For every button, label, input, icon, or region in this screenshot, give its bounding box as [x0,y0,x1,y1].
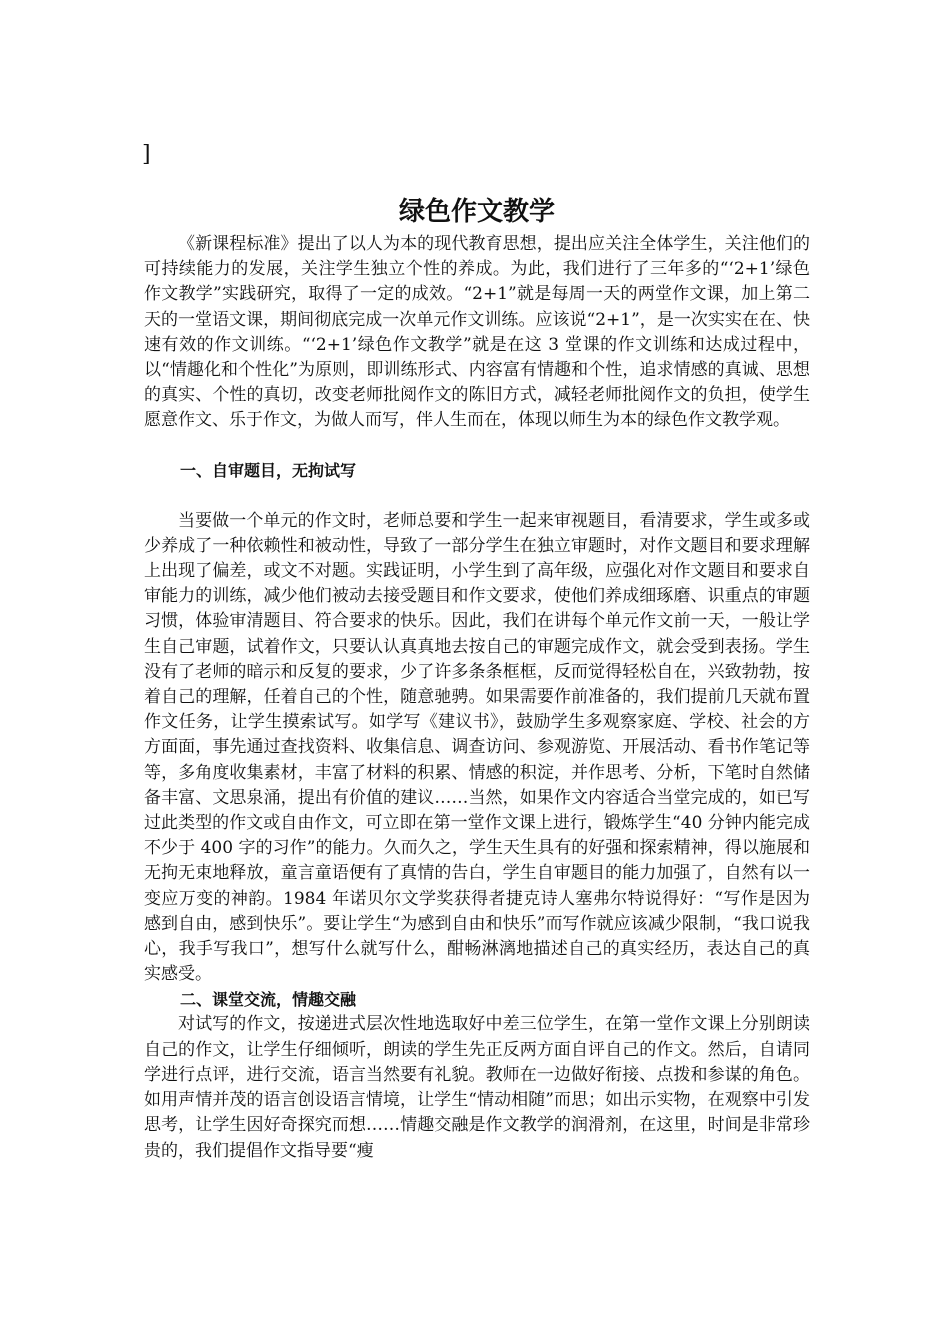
document-page [144,140,810,1164]
section-heading-1: 一、自审题目，无拘试写 [180,460,357,480]
section-2-paragraph: 对试写的作文，按递进式层次性地选取好中差三位学生，在第一堂作文课上分别朗读自己的作文，让学生仔细倾听，朗读的学生先正反两方面自评自己的作文。然后，自请同学进行点评，进行交流，语言当然要有礼貌。教师在一边做好衔接、点拨和参谋的角色。如用声情并茂的语言创设语言情境，让学生“情动相随”而思；如出示实物，在观察中引发思考，让学生因好奇探究而想……情趣交融是作文教学的润滑剂，在这里，时间是非常珍贵的，我们提倡作文指导要“瘦 [144,1014,810,1161]
document-title: 绿色作文教学 [398,197,555,227]
bracket-marker: ] [142,142,151,167]
section-heading-2: 二、课堂交流，情趣交融 [180,990,357,1010]
intro-paragraph: 《新课程标准》提出了以人为本的现代教育思想，提出应关注全体学生，关注他们的可持续能力的发展，关注学生独立个性的养成。为此，我们进行了三年多的“‘2+1’绿色作文教学”实践研究，取得了一定的成效。“2+1”就是每周一天的两堂作文课，加上第二天的一堂语文课，期间彻底完成一次单元作文训练。应该说“2+1”，是一次实实在在、快速有效的作文训练。“‘2+1’绿色作文教学”就是在这 3 堂课的作文训练和达成过程中，以“情趣化和个性化”为原则，即训练形式、内容富有情趣和个性，追求情感的真诚、思想的真实、个性的真切，改变老师批阅作文的陈旧方式，减轻老师批阅作文的负担，使学生愿意作文、乐于作文，为做人而写，伴人生而在，体现以师生为本的绿色作文教学观。 [144,234,810,431]
section-1-paragraph: 当要做一个单元的作文时，老师总要和学生一起来审视题目，看清要求，学生或多或少养成了一种依赖性和被动性，导致了一部分学生在独立审题时，对作文题目和要求理解上出现了偏差，或文不对题。实践证明，小学生到了高年级，应强化对作文题目和要求自审能力的训练，减少他们被动去接受题目和作文要求，使他们养成细琢磨、识重点的审题习惯，体验审清题目、符合要求的快乐。因此，我们在讲每个单元作文前一天，一般让学生自己审题，试着作文，只要认认真真地去按自己的审题完成作文，就会受到表扬。学生没有了老师的暗示和反复的要求，少了许多条条框框，反而觉得轻松自在，兴致勃勃，按着自己的理解，任着自己的个性，随意驰骋。如果需要作前准备的，我们提前几天就布置作文任务，让学生摸索试写。如学写《建议书》，鼓励学生多观察家庭、学校、社会的方方面面，事先通过查找资料、收集信息、调查访问、参观游览、开展活动、看书作笔记等等，多角度收集素材，丰富了材料的积累、情感的积淀，并作思考、分析，下笔时自然储备丰富、文思泉涌，提出有价值的建议……当然，如果作文内容适合当堂完成的，如已写过此类型的作文或自由作文，可立即在第一堂作文课上进行，锻炼学生“40 分钟内能完成不少于 400 字的习作”的能力。久而久之，学生天生具有的好强和探索精神，得以施展和无拘无束地释放，童言童语便有了真情的告白，学生自审题目的能力加强了，自然有以一变应万变的神韵。1984 年诺贝尔文学奖获得者捷克诗人塞弗尔特说得好：“写作是因为感到自由，感到快乐”。要让学生“为感到自由和快乐”而写作就应该减少限制，“我口说我心，我手写我口”，想写什么就写什么，酣畅淋漓地描述自己的真实经历，表达自己的真实感受。 [144,510,810,985]
